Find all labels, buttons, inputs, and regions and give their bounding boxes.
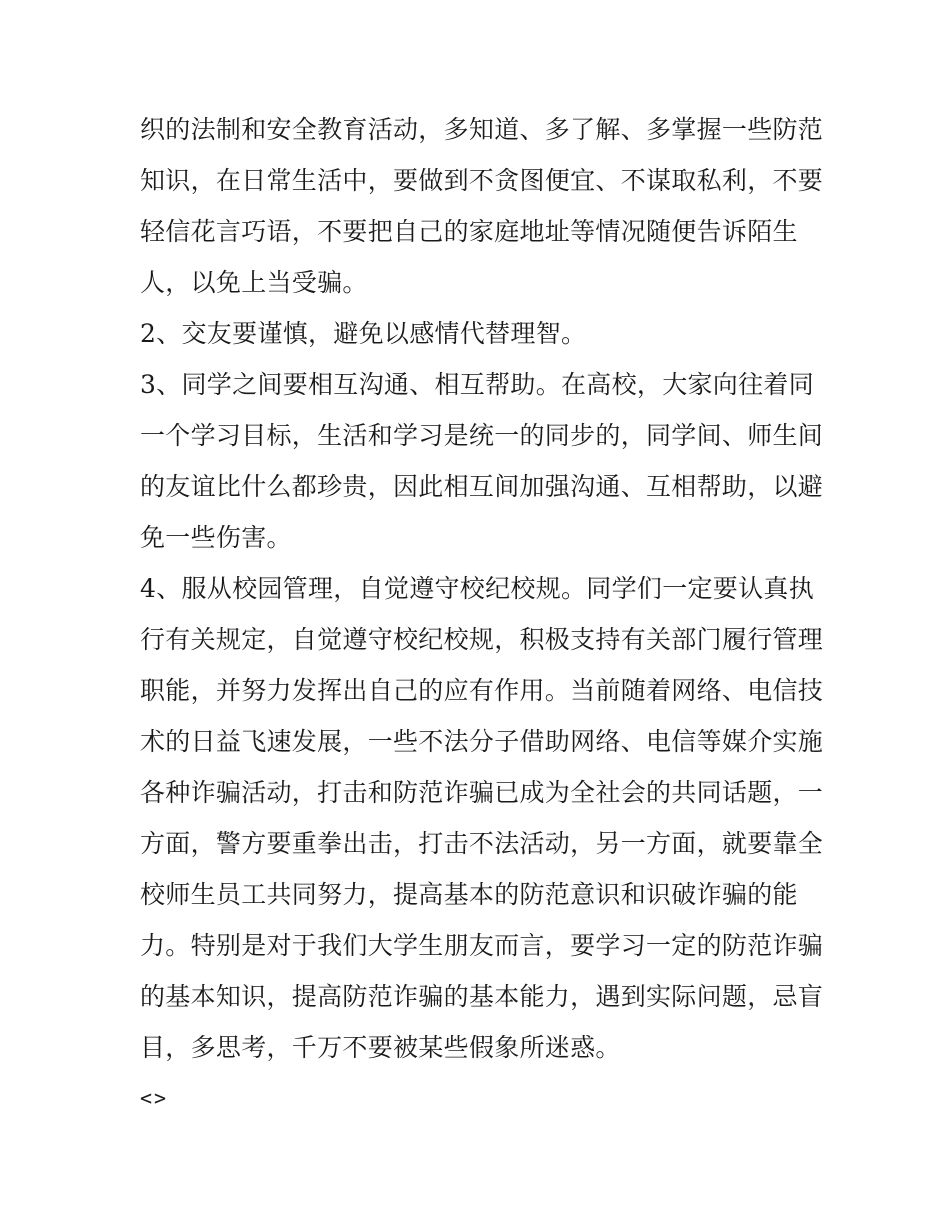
text-line: 人，以免上当受骗。 — [140, 268, 368, 297]
text-line: 知识，在日常生活中，要做到不贪图便宜、不谋取私利，不要 — [140, 166, 824, 195]
text-line: 各种诈骗活动，打击和防范诈骗已成为全社会的共同话题，一 — [140, 778, 824, 807]
paragraph-safety-education — [140, 104, 824, 308]
text-line: 2、交友要谨慎，避免以感情代替理智。 — [140, 319, 587, 348]
document-body — [140, 104, 824, 1124]
paragraph-item-2 — [140, 308, 820, 359]
text-line: 行有关规定，自觉遵守校纪校规，积极支持有关部门履行管理 — [140, 625, 824, 654]
paragraph-item-3 — [140, 359, 824, 563]
text-line: 方面，警方要重拳出击，打击不法活动，另一方面，就要靠全 — [140, 829, 824, 858]
text-line: 的友谊比什么都珍贵，因此相互间加强沟通、互相帮助，以避 — [140, 472, 824, 501]
text-line: 一个学习目标，生活和学习是统一的同步的，同学间、师生间 — [140, 421, 824, 450]
text-line: 轻信花言巧语，不要把自己的家庭地址等情况随便告诉陌生 — [140, 217, 798, 246]
text-line: 3、同学之间要相互沟通、相互帮助。在高校，大家向往着同 — [140, 370, 815, 399]
text-line: 力。特别是对于我们大学生朋友而言，要学习一定的防范诈骗 — [140, 931, 824, 960]
text-line: 术的日益飞速发展，一些不法分子借助网络、电信等媒介实施 — [140, 727, 824, 756]
text-line: 免一些伤害。 — [140, 523, 292, 552]
text-line: 校师生员工共同努力，提高基本的防范意识和识破诈骗的能 — [140, 880, 798, 909]
end-mark-line — [140, 1073, 820, 1124]
text-line: 目，多思考，千万不要被某些假象所迷惑。 — [140, 1033, 621, 1062]
text-line: 4、服从校园管理，自觉遵守校纪校规。同学们一定要认真执 — [140, 574, 815, 603]
text-line: 职能，并努力发挥出自己的应有作用。当前随着网络、电信技 — [140, 676, 824, 705]
text-line: 织的法制和安全教育活动，多知道、多了解、多掌握一些防范 — [140, 115, 824, 144]
end-mark: <> — [140, 1086, 169, 1110]
text-line: 的基本知识，提高防范诈骗的基本能力，遇到实际问题，忌盲 — [140, 982, 824, 1011]
paragraph-item-4 — [140, 563, 824, 1073]
